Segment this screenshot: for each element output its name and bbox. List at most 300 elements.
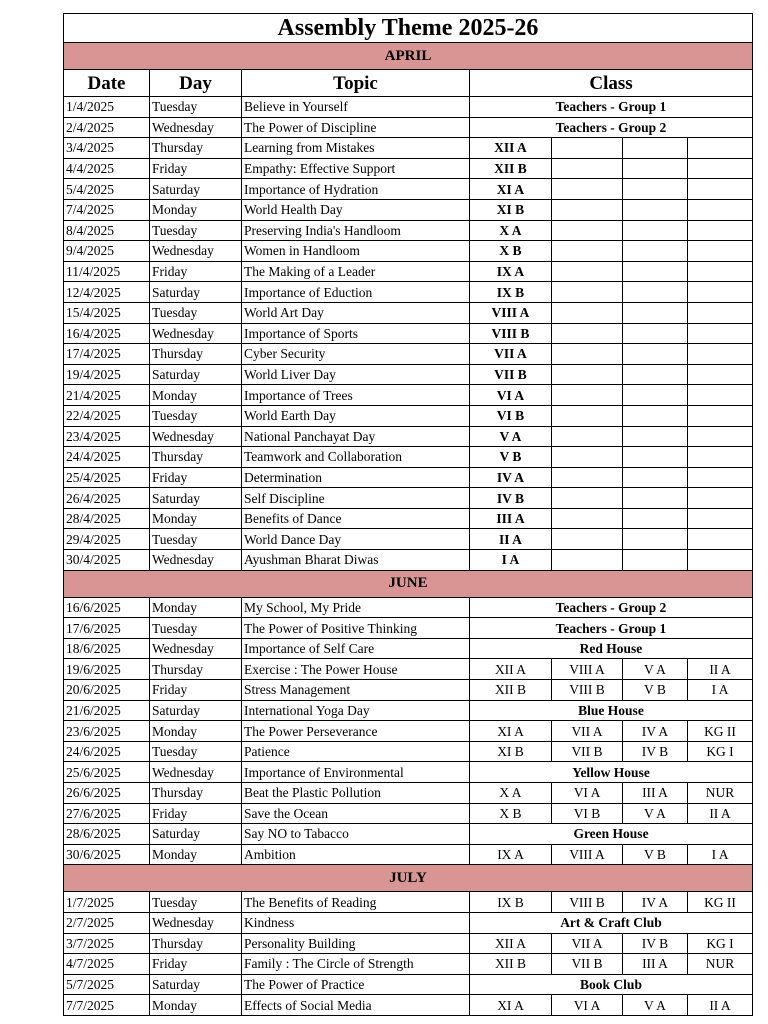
class-cell: X A [470, 783, 552, 804]
topic-cell: World Liver Day [242, 364, 470, 385]
class-cell: XI B [470, 741, 552, 762]
class-cell: XII B [470, 680, 552, 701]
class-cell: III A [470, 508, 552, 529]
date-cell: 4/4/2025 [64, 158, 150, 179]
class-cell [623, 199, 688, 220]
class-cell: VII B [552, 741, 623, 762]
date-cell: 1/7/2025 [64, 892, 150, 913]
topic-cell: Importance of Self Care [242, 638, 470, 659]
class-cell [552, 385, 623, 406]
table-row [64, 488, 753, 509]
topic-cell: My School, My Pride [242, 597, 470, 618]
day-cell: Monday [150, 995, 242, 1016]
date-cell: 3/7/2025 [64, 933, 150, 954]
class-cell [552, 179, 623, 200]
table-row [64, 762, 753, 783]
table-row [64, 995, 753, 1016]
class-cell [552, 261, 623, 282]
class-cell: VIII B [552, 680, 623, 701]
class-cell: V A [623, 995, 688, 1016]
day-cell: Tuesday [150, 618, 242, 639]
day-cell: Saturday [150, 364, 242, 385]
class-cell [623, 158, 688, 179]
class-cell: X B [470, 241, 552, 262]
class-cell [623, 426, 688, 447]
class-cell [552, 529, 623, 550]
class-cell: KG II [688, 892, 753, 913]
topic-cell: International Yoga Day [242, 700, 470, 721]
topic-cell: Personality Building [242, 933, 470, 954]
class-cell: V B [470, 447, 552, 468]
class-cell [623, 364, 688, 385]
date-cell: 19/6/2025 [64, 659, 150, 680]
class-cell: IV B [470, 488, 552, 509]
class-cell [623, 447, 688, 468]
class-cell [688, 261, 753, 282]
topic-cell: The Benefits of Reading [242, 892, 470, 913]
table-row [64, 302, 753, 323]
table-row [64, 282, 753, 303]
class-cell [688, 323, 753, 344]
topic-cell: Learning from Mistakes [242, 138, 470, 159]
class-cell [552, 467, 623, 488]
date-cell: 27/6/2025 [64, 803, 150, 824]
class-cell [688, 344, 753, 365]
date-cell: 28/4/2025 [64, 508, 150, 529]
class-cell: IV A [623, 721, 688, 742]
topic-cell: Importance of Environmental [242, 762, 470, 783]
class-cell: II A [688, 803, 753, 824]
table-row [64, 117, 753, 138]
title-row [64, 14, 753, 43]
table-row [64, 508, 753, 529]
date-cell: 11/4/2025 [64, 261, 150, 282]
table-row [64, 323, 753, 344]
table-row [64, 659, 753, 680]
date-cell: 26/6/2025 [64, 783, 150, 804]
topic-cell: Beat the Plastic Pollution [242, 783, 470, 804]
day-cell: Wednesday [150, 241, 242, 262]
class-cell: XII B [470, 158, 552, 179]
class-cell: IV B [623, 933, 688, 954]
date-cell: 24/6/2025 [64, 741, 150, 762]
date-cell: 17/4/2025 [64, 344, 150, 365]
table-row [64, 158, 753, 179]
class-cell [623, 241, 688, 262]
class-cell: VIII A [552, 844, 623, 865]
month-label: JUNE [64, 570, 753, 597]
day-cell: Wednesday [150, 550, 242, 571]
topic-cell: The Power of Practice [242, 974, 470, 995]
class-cell: V B [623, 844, 688, 865]
table-row [64, 803, 753, 824]
date-cell: 4/7/2025 [64, 954, 150, 975]
day-cell: Tuesday [150, 741, 242, 762]
class-cell [552, 364, 623, 385]
date-cell: 23/6/2025 [64, 721, 150, 742]
class-cell: XII A [470, 659, 552, 680]
date-cell: 17/6/2025 [64, 618, 150, 639]
class-cell: XI A [470, 995, 552, 1016]
topic-cell: Determination [242, 467, 470, 488]
class-cell [688, 282, 753, 303]
class-header: Class [470, 70, 753, 97]
day-cell: Tuesday [150, 405, 242, 426]
date-cell: 20/6/2025 [64, 680, 150, 701]
day-cell: Thursday [150, 447, 242, 468]
class-cell [623, 508, 688, 529]
day-cell: Monday [150, 721, 242, 742]
group-cell: Teachers - Group 1 [470, 97, 753, 118]
class-cell: I A [688, 844, 753, 865]
table-row [64, 199, 753, 220]
date-cell: 7/7/2025 [64, 995, 150, 1016]
class-cell [552, 550, 623, 571]
class-cell: V B [623, 680, 688, 701]
day-cell: Tuesday [150, 302, 242, 323]
topic-cell: Ayushman Bharat Diwas [242, 550, 470, 571]
class-cell [552, 488, 623, 509]
month-header-row [64, 865, 753, 892]
column-header-row [64, 70, 753, 97]
day-header: Day [150, 70, 242, 97]
day-cell: Saturday [150, 974, 242, 995]
class-cell [623, 179, 688, 200]
day-cell: Friday [150, 803, 242, 824]
class-cell [688, 550, 753, 571]
class-cell [623, 488, 688, 509]
table-row [64, 405, 753, 426]
table-row [64, 344, 753, 365]
date-cell: 26/4/2025 [64, 488, 150, 509]
topic-cell: Exercise : The Power House [242, 659, 470, 680]
class-cell [623, 550, 688, 571]
day-cell: Wednesday [150, 638, 242, 659]
class-cell: VI B [552, 803, 623, 824]
topic-cell: Empathy: Effective Support [242, 158, 470, 179]
table-row [64, 261, 753, 282]
date-cell: 28/6/2025 [64, 824, 150, 845]
date-cell: 25/6/2025 [64, 762, 150, 783]
day-cell: Monday [150, 199, 242, 220]
class-cell [623, 282, 688, 303]
class-cell [552, 323, 623, 344]
table-row [64, 385, 753, 406]
page-title: Assembly Theme 2025-26 [64, 14, 753, 43]
topic-cell: The Making of a Leader [242, 261, 470, 282]
class-cell: XI A [470, 179, 552, 200]
day-cell: Friday [150, 954, 242, 975]
class-cell: V A [623, 803, 688, 824]
table-row [64, 447, 753, 468]
date-header: Date [64, 70, 150, 97]
topic-cell: Save the Ocean [242, 803, 470, 824]
table-row [64, 680, 753, 701]
class-cell [623, 261, 688, 282]
class-cell: VIII B [470, 323, 552, 344]
class-cell [552, 344, 623, 365]
date-cell: 21/6/2025 [64, 700, 150, 721]
day-cell: Tuesday [150, 97, 242, 118]
class-cell [623, 467, 688, 488]
topic-cell: World Earth Day [242, 405, 470, 426]
date-cell: 25/4/2025 [64, 467, 150, 488]
topic-cell: Kindness [242, 912, 470, 933]
table-row [64, 700, 753, 721]
table-row [64, 824, 753, 845]
topic-cell: Importance of Trees [242, 385, 470, 406]
date-cell: 2/7/2025 [64, 912, 150, 933]
class-cell [552, 282, 623, 303]
day-cell: Saturday [150, 824, 242, 845]
class-cell [688, 220, 753, 241]
class-cell [552, 220, 623, 241]
month-label: JULY [64, 865, 753, 892]
class-cell [688, 385, 753, 406]
class-cell: III A [623, 783, 688, 804]
class-cell: IX B [470, 892, 552, 913]
table-row [64, 550, 753, 571]
table-row [64, 954, 753, 975]
table-row [64, 638, 753, 659]
topic-cell: The Power of Discipline [242, 117, 470, 138]
class-cell: VII A [470, 344, 552, 365]
date-cell: 7/4/2025 [64, 199, 150, 220]
class-cell: III A [623, 954, 688, 975]
day-cell: Monday [150, 844, 242, 865]
date-cell: 15/4/2025 [64, 302, 150, 323]
table-row [64, 974, 753, 995]
class-cell [552, 199, 623, 220]
class-cell: XI B [470, 199, 552, 220]
class-cell: KG I [688, 741, 753, 762]
class-cell [623, 220, 688, 241]
topic-cell: Say NO to Tabacco [242, 824, 470, 845]
topic-cell: Stress Management [242, 680, 470, 701]
group-cell: Blue House [470, 700, 753, 721]
class-cell [688, 447, 753, 468]
class-cell [623, 323, 688, 344]
table-row [64, 179, 753, 200]
date-cell: 2/4/2025 [64, 117, 150, 138]
class-cell: VIII A [552, 659, 623, 680]
topic-cell: Effects of Social Media [242, 995, 470, 1016]
class-cell [623, 302, 688, 323]
date-cell: 19/4/2025 [64, 364, 150, 385]
class-cell [688, 158, 753, 179]
day-cell: Thursday [150, 659, 242, 680]
day-cell: Wednesday [150, 323, 242, 344]
class-cell [688, 467, 753, 488]
day-cell: Thursday [150, 344, 242, 365]
date-cell: 18/6/2025 [64, 638, 150, 659]
table-row [64, 892, 753, 913]
class-cell [552, 508, 623, 529]
date-cell: 5/4/2025 [64, 179, 150, 200]
topic-cell: The Power of Positive Thinking [242, 618, 470, 639]
day-cell: Friday [150, 467, 242, 488]
class-cell [688, 488, 753, 509]
month-header-row [64, 43, 753, 70]
month-header-row [64, 570, 753, 597]
class-cell [688, 364, 753, 385]
topic-cell: The Power Perseverance [242, 721, 470, 742]
class-cell: KG I [688, 933, 753, 954]
date-cell: 16/4/2025 [64, 323, 150, 344]
topic-cell: Believe in Yourself [242, 97, 470, 118]
day-cell: Saturday [150, 179, 242, 200]
date-cell: 1/4/2025 [64, 97, 150, 118]
day-cell: Monday [150, 385, 242, 406]
day-cell: Tuesday [150, 529, 242, 550]
date-cell: 23/4/2025 [64, 426, 150, 447]
topic-cell: Ambition [242, 844, 470, 865]
class-cell [688, 302, 753, 323]
class-cell [552, 302, 623, 323]
day-cell: Thursday [150, 138, 242, 159]
topic-cell: Cyber Security [242, 344, 470, 365]
topic-cell: Teamwork and Collaboration [242, 447, 470, 468]
date-cell: 21/4/2025 [64, 385, 150, 406]
day-cell: Wednesday [150, 117, 242, 138]
group-cell: Art & Craft Club [470, 912, 753, 933]
table-row [64, 783, 753, 804]
class-cell: II A [688, 659, 753, 680]
topic-cell: Importance of Hydration [242, 179, 470, 200]
class-cell: X B [470, 803, 552, 824]
day-cell: Tuesday [150, 220, 242, 241]
class-cell [552, 405, 623, 426]
month-label: APRIL [64, 43, 753, 70]
table-row [64, 97, 753, 118]
date-cell: 9/4/2025 [64, 241, 150, 262]
class-cell [552, 447, 623, 468]
class-cell: VII B [470, 364, 552, 385]
table-row [64, 844, 753, 865]
class-cell [623, 405, 688, 426]
class-cell [552, 241, 623, 262]
class-cell: IV A [470, 467, 552, 488]
day-cell: Saturday [150, 282, 242, 303]
day-cell: Friday [150, 261, 242, 282]
class-cell: VII A [552, 933, 623, 954]
table-row [64, 597, 753, 618]
class-cell: V A [470, 426, 552, 447]
date-cell: 30/4/2025 [64, 550, 150, 571]
class-cell: VI A [552, 995, 623, 1016]
date-cell: 16/6/2025 [64, 597, 150, 618]
class-cell [552, 158, 623, 179]
class-cell: II A [688, 995, 753, 1016]
group-cell: Teachers - Group 2 [470, 597, 753, 618]
class-cell: II A [470, 529, 552, 550]
topic-cell: World Health Day [242, 199, 470, 220]
date-cell: 29/4/2025 [64, 529, 150, 550]
class-cell: XII B [470, 954, 552, 975]
topic-cell: Benefits of Dance [242, 508, 470, 529]
class-cell: NUR [688, 783, 753, 804]
date-cell: 5/7/2025 [64, 974, 150, 995]
topic-cell: Preserving India's Handloom [242, 220, 470, 241]
table-row [64, 933, 753, 954]
class-cell: VIII A [470, 302, 552, 323]
table-row [64, 721, 753, 742]
day-cell: Wednesday [150, 912, 242, 933]
table-row [64, 364, 753, 385]
class-cell [688, 529, 753, 550]
day-cell: Monday [150, 508, 242, 529]
day-cell: Monday [150, 597, 242, 618]
date-cell: 12/4/2025 [64, 282, 150, 303]
class-cell [552, 138, 623, 159]
topic-cell: National Panchayat Day [242, 426, 470, 447]
topic-cell: Women in Handloom [242, 241, 470, 262]
class-cell: NUR [688, 954, 753, 975]
class-cell: KG II [688, 721, 753, 742]
group-cell: Book Club [470, 974, 753, 995]
group-cell: Teachers - Group 2 [470, 117, 753, 138]
class-cell [688, 508, 753, 529]
group-cell: Teachers - Group 1 [470, 618, 753, 639]
class-cell [688, 405, 753, 426]
table-row [64, 529, 753, 550]
table-row [64, 426, 753, 447]
topic-cell: Importance of Eduction [242, 282, 470, 303]
class-cell: IV B [623, 741, 688, 762]
date-cell: 22/4/2025 [64, 405, 150, 426]
day-cell: Thursday [150, 933, 242, 954]
topic-cell: Importance of Sports [242, 323, 470, 344]
topic-cell: Family : The Circle of Strength [242, 954, 470, 975]
class-cell: I A [470, 550, 552, 571]
class-cell [688, 199, 753, 220]
day-cell: Tuesday [150, 892, 242, 913]
date-cell: 8/4/2025 [64, 220, 150, 241]
topic-cell: World Art Day [242, 302, 470, 323]
table-row [64, 912, 753, 933]
table-row [64, 241, 753, 262]
class-cell: IX B [470, 282, 552, 303]
table-row [64, 138, 753, 159]
class-cell [688, 241, 753, 262]
day-cell: Wednesday [150, 426, 242, 447]
class-cell: XII A [470, 933, 552, 954]
class-cell [688, 138, 753, 159]
class-cell [623, 529, 688, 550]
class-cell: VIII B [552, 892, 623, 913]
group-cell: Yellow House [470, 762, 753, 783]
topic-cell: Self Discipline [242, 488, 470, 509]
topic-cell: World Dance Day [242, 529, 470, 550]
day-cell: Saturday [150, 700, 242, 721]
date-cell: 30/6/2025 [64, 844, 150, 865]
group-cell: Red House [470, 638, 753, 659]
class-cell: XII A [470, 138, 552, 159]
class-cell: IX A [470, 261, 552, 282]
class-cell [623, 138, 688, 159]
table-row [64, 741, 753, 762]
class-cell [552, 426, 623, 447]
day-cell: Saturday [150, 488, 242, 509]
assembly-schedule-table [63, 13, 753, 1016]
date-cell: 3/4/2025 [64, 138, 150, 159]
class-cell: VII B [552, 954, 623, 975]
class-cell [688, 179, 753, 200]
group-cell: Green House [470, 824, 753, 845]
class-cell: V A [623, 659, 688, 680]
class-cell: I A [688, 680, 753, 701]
topic-header: Topic [242, 70, 470, 97]
